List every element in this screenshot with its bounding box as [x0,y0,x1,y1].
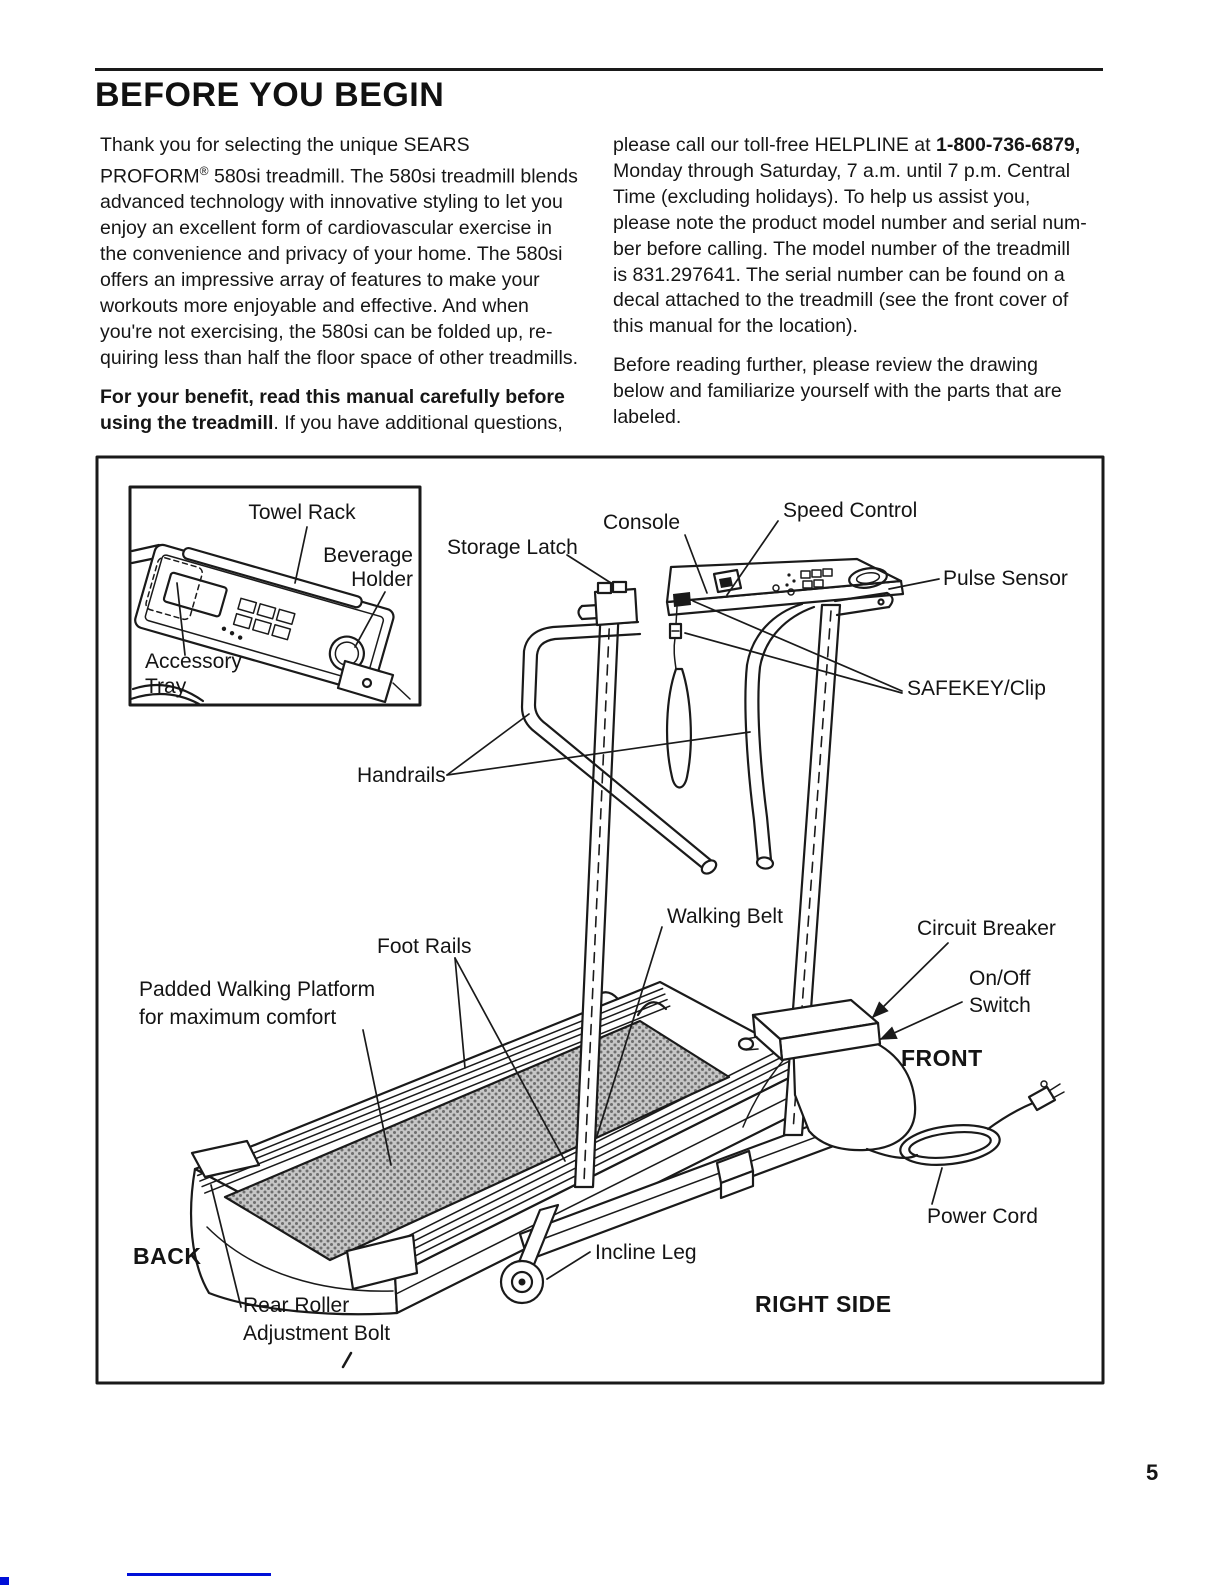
label-pulse-sensor: Pulse Sensor [943,567,1068,590]
title-rule [95,68,1103,71]
label-towel-rack: Towel Rack [248,501,356,524]
label-rear-roller: Adjustment Bolt [243,1322,391,1345]
label-padded-platform: for maximum comfort [139,1006,337,1029]
intro-paragraph: For your benefit, read this manual carefully before using the treadmill. If you have additional questions, [100,385,565,434]
onoff-switch-arrow [881,1002,962,1039]
label-onoff-switch: Switch [969,994,1031,1017]
safekey-drawing [673,592,691,607]
label-circuit-breaker: Circuit Breaker [917,917,1056,940]
label-foot-rails: Foot Rails [377,935,472,958]
label-back: BACK [133,1243,202,1269]
label-power-cord: Power Cord [927,1205,1038,1228]
parts-diagram [95,455,1105,1385]
treadmill-parts-drawing [95,455,1105,1385]
intro-right-column [613,133,1118,431]
label-accessory-tray: Tray [145,675,187,698]
label-speed-control: Speed Control [783,499,918,522]
label-accessory-tray: Accessory [145,650,242,673]
intro-paragraph: Before reading further, please review the drawing below and familiarize yourself with the parts that are labeled. [613,354,1062,429]
label-safekey-clip: SAFEKEY/Clip [907,677,1046,700]
label-walking-belt: Walking Belt [667,905,783,928]
intro-paragraph: please call our toll-free HELPLINE at 1-800-736-6879, Monday through Saturday, 7 a.m. until 7 p.m. Central Time (excluding holidays). To help us assist you, please note the product model number and serial num- ber before calling. The model number of the treadmill is 831.297641. The serial number can be found on a decal attached to the treadmill (see the front cover of this manual for the location). [613,134,1087,338]
console-drawing [579,559,904,788]
label-console: Console [603,511,681,534]
label-padded-platform: Padded Walking Platform [139,978,376,1001]
label-onoff-switch: On/Off [969,967,1031,990]
deck-drawing [191,982,817,1314]
scan-artifact-blue-line [127,1573,271,1576]
circuit-breaker-arrow [873,943,948,1017]
label-beverage-holder: Beverage [323,544,413,567]
scan-artifact-blue-mark [0,1577,9,1585]
label-handrails: Handrails [357,764,446,787]
intro-paragraph: Thank you for selecting the unique SEARS PROFORM® 580si treadmill. The 580si treadmill blends advanced technology with innovative styling to let you enjoy an excellent form of cardiovascular exercise in the convenience and privacy of your home. The 580si offers an impressive array of features to make your workouts more enjoyable and effective. And when you're not exercising, the 580si can be folded up, re- quiring less than half the floor space of other treadmills. [100,134,579,369]
page-number: 5 [1146,1460,1159,1485]
label-front: FRONT [901,1045,983,1071]
page-title: BEFORE YOU BEGIN [95,76,445,114]
intro-left-column [100,133,605,436]
inset-console-drawing [130,487,420,705]
label-storage-latch: Storage Latch [447,536,578,559]
label-beverage-holder: Holder [351,568,413,591]
label-right-side: RIGHT SIDE [755,1291,892,1317]
label-rear-roller: Rear Roller [243,1294,350,1317]
label-incline-leg: Incline Leg [595,1241,697,1264]
